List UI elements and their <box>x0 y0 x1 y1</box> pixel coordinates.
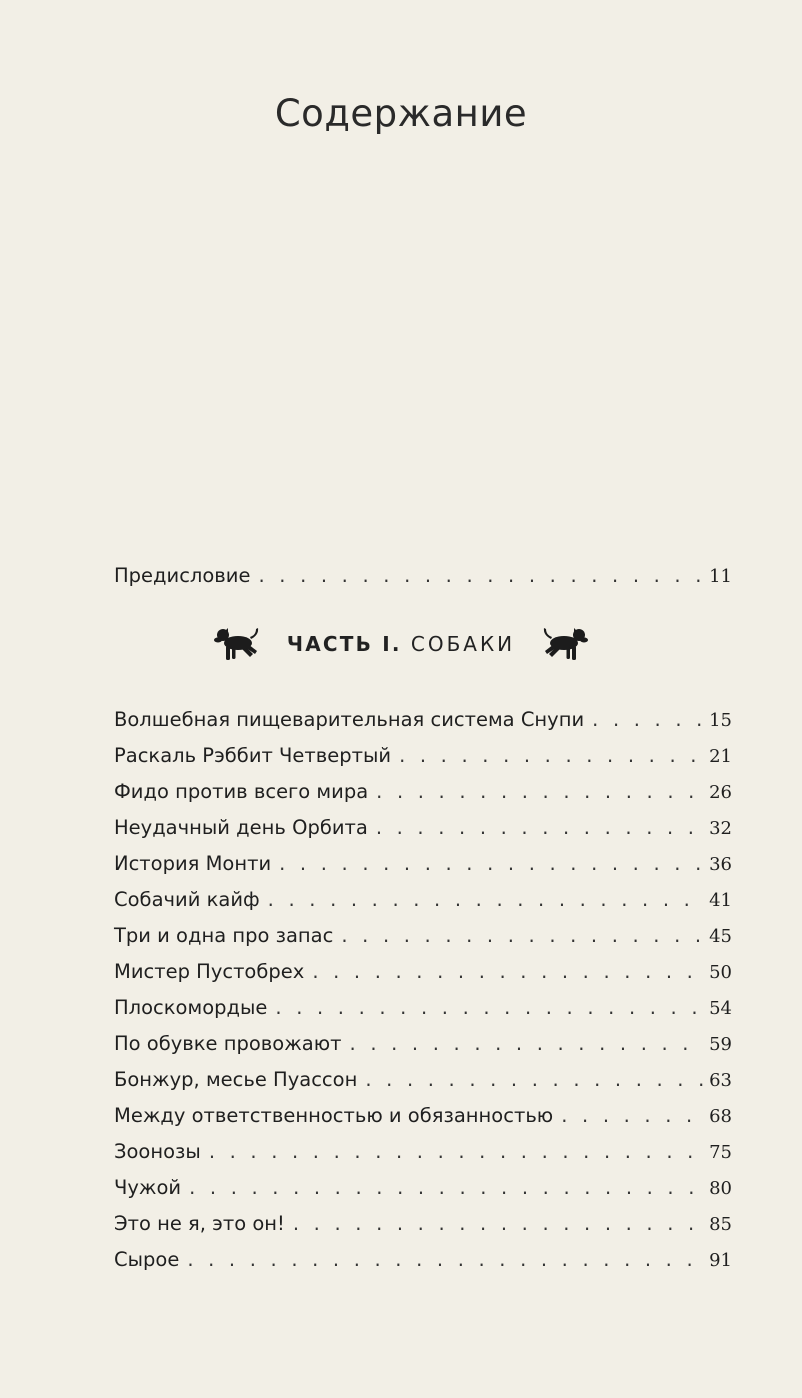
leader-dots <box>341 923 703 949</box>
leader-dots <box>293 1211 703 1237</box>
toc-entry[interactable] <box>114 1031 732 1057</box>
toc-entry[interactable] <box>114 923 732 949</box>
dog-silhouette-icon <box>541 624 589 664</box>
toc-entry-title: Предисловие <box>114 564 251 587</box>
toc-entry-page: 63 <box>709 1070 732 1091</box>
leader-dots <box>258 563 703 589</box>
toc-entry-page: 85 <box>709 1214 732 1235</box>
toc-entry-title: Зоонозы <box>114 1140 201 1163</box>
toc-entry[interactable] <box>114 1175 732 1201</box>
toc-entry[interactable] <box>114 815 732 841</box>
part-name: СОБАКИ <box>410 632 516 656</box>
toc-entry[interactable] <box>114 887 732 913</box>
toc-entry[interactable] <box>114 959 732 985</box>
leader-dots <box>312 959 703 985</box>
toc-entry-title: Бонжур, месье Пуассон <box>114 1068 358 1091</box>
leader-dots <box>592 707 703 733</box>
leader-dots <box>365 1067 703 1093</box>
toc-entry-page: 32 <box>709 818 732 839</box>
leader-dots <box>209 1139 703 1165</box>
part-number: I. <box>382 632 402 656</box>
toc-entry[interactable] <box>114 1103 732 1129</box>
toc-entry[interactable] <box>114 1247 732 1273</box>
toc-entry[interactable] <box>114 995 732 1021</box>
toc-entry-preface[interactable] <box>114 563 732 589</box>
toc-entry-title: По обувке провожают <box>114 1032 342 1055</box>
toc-entry-title: Это не я, это он! <box>114 1212 285 1235</box>
toc-entry-title: История Монти <box>114 852 272 875</box>
toc-entry-title: Чужой <box>114 1176 182 1199</box>
leader-dots <box>189 1175 703 1201</box>
leader-dots <box>561 1103 703 1129</box>
toc-entry[interactable] <box>114 743 732 769</box>
toc-entry-page: 15 <box>709 710 732 731</box>
toc-entry-title: Раскаль Рэббит Четвертый <box>114 744 392 767</box>
leader-dots <box>279 851 703 877</box>
toc-entry[interactable] <box>114 1139 732 1165</box>
toc-entry[interactable] <box>114 707 732 733</box>
toc-entry-title: Плоскомордые <box>114 996 268 1019</box>
toc-entry-page: 45 <box>709 926 732 947</box>
toc-entry-title: Собачий кайф <box>114 888 260 911</box>
toc-entry-title: Неудачный день Орбита <box>114 816 368 839</box>
toc-entry-page: 68 <box>709 1106 732 1127</box>
toc-entry-page: 80 <box>709 1178 732 1199</box>
toc-entry-page: 50 <box>709 962 732 983</box>
toc-entry-page: 54 <box>709 998 732 1019</box>
toc-entry-title: Три и одна про запас <box>114 924 334 947</box>
toc-entry-page: 26 <box>709 782 732 803</box>
toc-entry[interactable] <box>114 1211 732 1237</box>
toc-entry-page: 91 <box>709 1250 732 1271</box>
toc-entry-page: 21 <box>709 746 732 767</box>
leader-dots <box>376 779 703 805</box>
toc-entry-page: 75 <box>709 1142 732 1163</box>
toc-entry[interactable] <box>114 779 732 805</box>
toc-entry-title: Мистер Пустобрех <box>114 960 305 983</box>
part-label: ЧАСТЬ <box>286 632 374 656</box>
toc-entry[interactable] <box>114 851 732 877</box>
toc-entry-title: Между ответственностью и обязанностью <box>114 1104 554 1127</box>
leader-dots <box>399 743 703 769</box>
toc-entry-title: Сырое <box>114 1248 180 1271</box>
toc-entry-page: 59 <box>709 1034 732 1055</box>
leader-dots <box>275 995 703 1021</box>
toc-entry[interactable] <box>114 1067 732 1093</box>
leader-dots <box>187 1247 703 1273</box>
page-title: Содержание <box>274 92 528 135</box>
dog-silhouette-icon <box>213 624 261 664</box>
toc-entry-title: Волшебная пищеварительная система Снупи <box>114 708 585 731</box>
toc-entry-page: 11 <box>709 566 732 587</box>
leader-dots <box>268 887 703 913</box>
leader-dots <box>350 1031 704 1057</box>
part-title <box>287 632 515 656</box>
part-heading <box>0 624 802 664</box>
toc-entry-page: 41 <box>709 890 732 911</box>
toc-entry-page: 36 <box>709 854 732 875</box>
toc-entry-title: Фидо против всего мира <box>114 780 369 803</box>
leader-dots <box>376 815 703 841</box>
